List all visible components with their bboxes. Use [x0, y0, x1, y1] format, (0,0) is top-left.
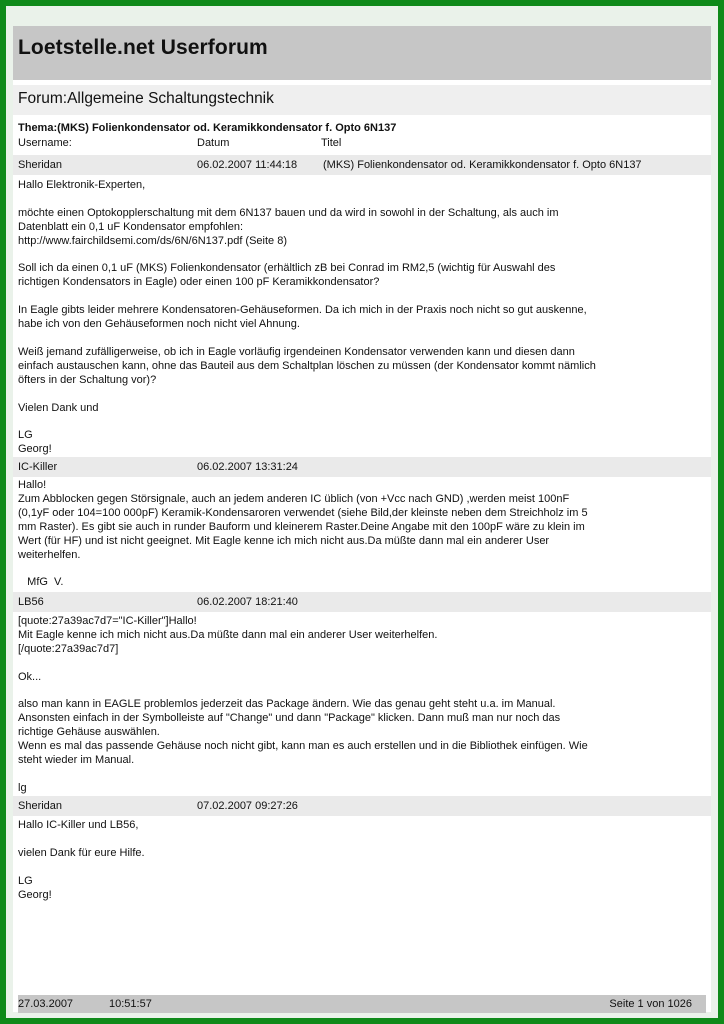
post-date: 06.02.2007 13:31:24 [197, 461, 298, 473]
forum-header [13, 26, 711, 80]
footer-time: 10:51:57 [109, 998, 152, 1010]
post-header [13, 457, 711, 477]
post-body: [quote:27a39ac7d7="IC-Killer"]Hallo! Mit Eagle kenne ich mich nicht aus.Da müßte dann mal ein anderer User weiterhelfen. [/quote:27a39ac7d7] Ok... also man kann in EAGLE problemlos jederzeit das Package ändern. Wie das genau geht steht u.a. im Manual. Ansonsten einfach in der Symbolleiste auf "Change" und dann "Package" klicken. Dann muß man nur noch das richtige Gehäuse auswählen. Wenn es mal das passende Gehäuse noch nicht gibt, kann man es auch erstellen und in die Bibliothek einfügen. Wie steht wieder im Manual. lg [18, 615, 588, 794]
post-username[interactable]: Sheridan [18, 800, 63, 812]
post-header [13, 796, 711, 816]
post-username[interactable]: LB56 [18, 596, 44, 608]
post-date: 06.02.2007 18:21:40 [197, 596, 298, 608]
footer-page-number: Seite 1 von 1026 [609, 998, 692, 1010]
post-header [13, 592, 711, 612]
post-body: Hallo! Zum Abblocken gegen Störsignale, auch an jedem anderen IC üblich (von +Vcc nach GND) ,werden meist 100nF (0,1yF oder 104=100 000pF) Keramik-Kondensaroren verwendet (siehe Bild,der kleinste neben dem Streichholz im 5 mm Raster). Es gibt sie auch in runder Bauform und kleinerem Raster.Deine Angabe mit den 100pF wäre zu klein im Wert (für HF) und ist nicht geeignet. Mit Eagle kenne ich mich nicht aus.Da müßte dann mal ein anderer User weiterhelfen. MfG V. [18, 479, 588, 589]
column-date: Datum [197, 137, 230, 149]
page-frame [6, 6, 718, 1018]
post-username[interactable]: Sheridan [18, 159, 63, 171]
forum-name[interactable]: Forum:Allgemeine Schaltungstechnik [18, 90, 274, 107]
post-body: Hallo IC-Killer und LB56, vielen Dank für eure Hilfe. LG Georg! [18, 819, 145, 901]
document-page [13, 26, 711, 1012]
post-date: 07.02.2007 09:27:26 [197, 800, 298, 812]
post-body: Hallo Elektronik-Experten, möchte einen Optokopplerschaltung mit dem 6N137 bauen und da wird in sowohl in der Schaltung, als auch im Datenblatt ein 0,1 uF Kondensator empfohlen: http://www.fairchildsemi.com/ds/6N/6N137.pdf (Seite 8) Soll ich da einen 0,1 uF (MKS) Folienkondensator (erhältlich zB bei Conrad im RM2,5 (wichtig für Auswahl des richtigen Kondensators in Eagle) oder einen 100 pF Keramikkondensator? In Eagle gibts leider mehrere Kondensatoren-Gehäuseformen. Da ich mich in der Praxis noch nicht so gut auskenne, habe ich von den Gehäuseformen noch nicht viel Ahnung. Weiß jemand zufälligerweise, ob ich in Eagle vorläufig irgendeinen Kondensator verwenden kann und diesen dann einfach austauschen kann, ohne das Bauteil aus dem Schaltplan löschen zu müssen (der Kondensator kommt nämlich öfters in der Schaltung vor)? Vielen Dank und LG Georg! [18, 179, 596, 456]
page-footer [18, 995, 706, 1013]
post-date: 06.02.2007 11:44:18 [197, 159, 298, 171]
post-header [13, 155, 711, 175]
thread-title: Thema:(MKS) Folienkondensator od. Keramikkondensator f. Opto 6N137 [18, 122, 397, 134]
column-title: Titel [321, 137, 342, 149]
post-title: (MKS) Folienkondensator od. Keramikkondensator f. Opto 6N137 [323, 159, 642, 171]
forum-name-bar [13, 85, 711, 115]
site-title: Loetstelle.net Userforum [18, 36, 268, 59]
column-username: Username: [18, 137, 72, 149]
post-username[interactable]: IC-Killer [18, 461, 58, 473]
footer-date: 27.03.2007 [18, 998, 74, 1010]
